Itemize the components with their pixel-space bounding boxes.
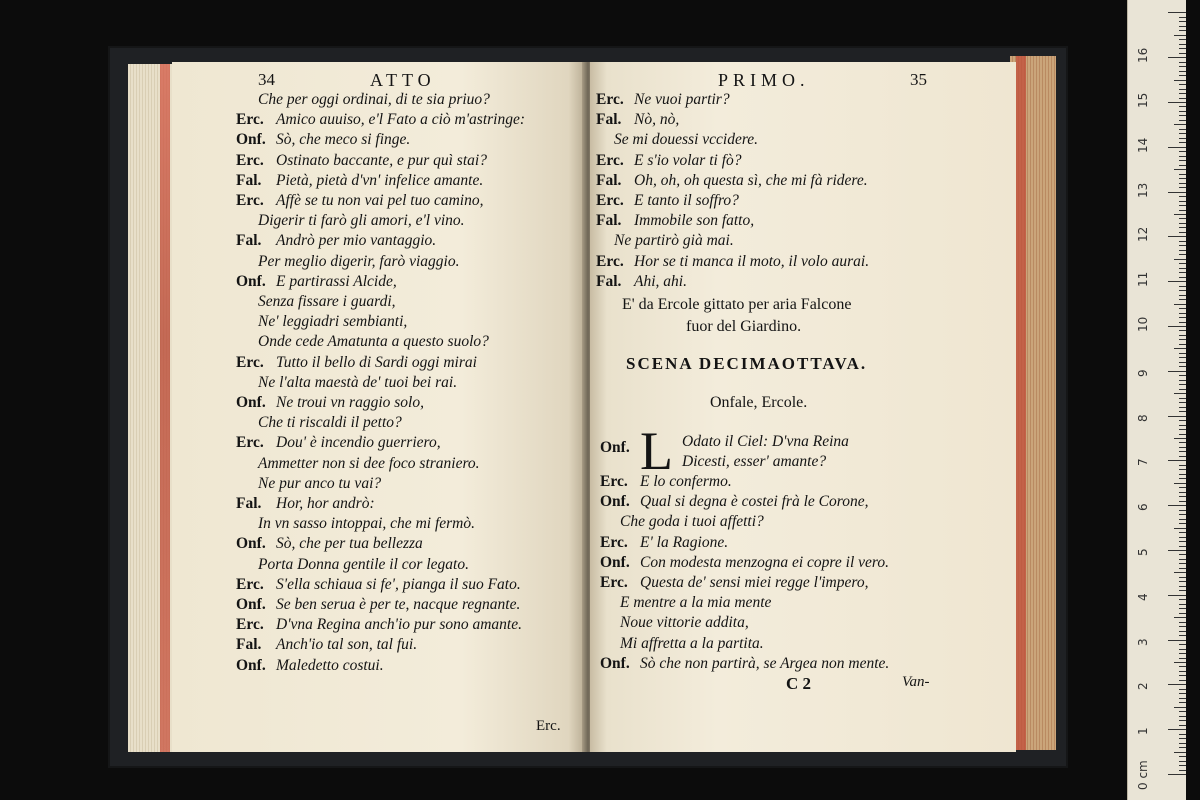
ruler-tick [1179,590,1186,591]
ruler-tick [1179,39,1186,40]
ruler-tick [1168,326,1186,327]
verse-line: Tutto il bello di Sardi oggi mirai [276,353,477,371]
ruler-tick [1179,743,1186,744]
verse-line: Hor, hor andrò: [276,495,375,512]
ruler-tick [1179,66,1186,67]
speaker-label: Erc. [236,616,264,634]
ruler-tick [1179,290,1186,291]
ruler-tick [1168,729,1186,730]
speaker-label: Fal. [596,212,622,230]
speaker-label: Erc. [236,434,264,452]
speaker-label: Onf. [236,131,266,149]
verse-line: Se ben serua è per te, nacque regnante. [276,596,521,613]
right-catchword: Van- [902,674,930,690]
ruler-tick [1179,380,1186,381]
speaker-label: Fal. [596,272,622,290]
verse-line: Senza fissare i guardi, [258,293,396,310]
ruler-tick [1179,671,1186,672]
ruler-tick [1179,241,1186,242]
speaker-label: Erc. [236,353,264,371]
ruler-tick [1179,478,1186,479]
ruler-tick [1168,192,1186,193]
ruler-tick [1179,658,1186,659]
speaker-label: Fal. [236,636,262,654]
verse-line: E' la Ragione. [640,533,729,551]
first-line-1: Odato il Ciel: D'vna Reina [682,433,849,450]
ruler-number: 3 [1136,637,1150,646]
ruler-tick [1179,447,1186,448]
signature-mark: C 2 [786,674,812,693]
ruler-tick [1179,165,1186,166]
ruler-tick [1179,75,1186,76]
ruler-tick [1179,133,1186,134]
ruler-tick [1179,675,1186,676]
ruler-tick [1179,554,1186,555]
verse-line: E tanto il soffro? [634,192,739,209]
verse-line: Anch'io tal son, tal fui. [276,636,418,654]
ruler-tick [1179,375,1186,376]
speaker-label: Erc. [236,151,264,169]
ruler-tick [1174,707,1186,708]
verse-line: Ne vuoi partir? [634,91,730,108]
verse-line: Andrò per mio vantaggio. [276,232,437,250]
verse-line: Noue vittorie addita, [620,614,749,632]
ruler-tick [1179,604,1186,605]
ruler-tick [1179,622,1186,623]
ruler-tick [1174,124,1186,125]
ruler-tick [1179,510,1186,511]
ruler-tick [1179,295,1186,296]
ruler-tick [1168,595,1186,596]
speaker-label: Onf. [236,394,266,411]
ruler-tick [1179,344,1186,345]
ruler-tick [1179,196,1186,197]
ruler-tick [1179,53,1186,54]
ruler-tick [1168,12,1186,13]
ruler-tick [1179,286,1186,287]
ruler-tick [1179,218,1186,219]
ruler-tick [1179,644,1186,645]
ruler-tick [1179,411,1186,412]
verse-line: Con modesta menzogna ei copre il vero. [640,553,889,571]
verse-line: Sò, che meco si finge. [276,131,411,149]
ruler-tick [1179,389,1186,390]
ruler-tick [1179,330,1186,331]
ruler-tick [1179,138,1186,139]
ruler-tick [1174,393,1186,394]
ruler-tick [1179,407,1186,408]
ruler-tick [1179,626,1186,627]
ruler-unit-label: 0 cm [1136,760,1150,790]
stage-direction-line-2: fuor del Giardino. [686,318,802,335]
ruler-tick [1179,698,1186,699]
ruler-tick [1179,761,1186,762]
ruler-tick [1179,577,1186,578]
ruler-tick [1179,366,1186,367]
ruler-tick [1179,178,1186,179]
ruler-tick [1179,635,1186,636]
verse-line: Per meglio digerir, farò viaggio. [258,252,460,270]
ruler-tick [1174,214,1186,215]
ruler-tick [1168,505,1186,506]
speaker-label: Fal. [236,171,262,189]
ruler-tick [1174,259,1186,260]
ruler-tick [1179,210,1186,211]
ruler-tick [1179,129,1186,130]
ruler-tick [1179,84,1186,85]
ruler-tick [1179,653,1186,654]
ruler-tick [1179,720,1186,721]
ruler-tick [1179,183,1186,184]
ruler-tick [1179,272,1186,273]
left-fore-edge [128,64,176,752]
verse-line: Mi affretta a la partita. [620,634,764,652]
ruler-tick [1179,469,1186,470]
ruler-tick [1168,236,1186,237]
speaker-label: Erc. [236,111,264,129]
ruler-tick [1168,684,1186,685]
ruler-number: 16 [1136,47,1150,64]
ruler-tick [1168,371,1186,372]
ruler-tick [1179,384,1186,385]
verse-line: Ostinato baccante, e pur quì stai? [276,151,487,169]
speaker-label: Onf. [236,596,266,613]
ruler-tick [1179,106,1186,107]
speaker-label: Erc. [596,192,624,209]
ruler-tick [1179,702,1186,703]
ruler-tick [1179,313,1186,314]
verse-line: Dou' è incendio guerriero, [276,434,441,452]
ruler-tick [1179,30,1186,31]
ruler-tick [1174,80,1186,81]
ruler-tick [1179,317,1186,318]
ruler-number: 5 [1136,548,1150,556]
ruler-tick [1179,487,1186,488]
right-fore-edge [1010,56,1056,750]
ruler-tick [1174,572,1186,573]
verse-line: Nò, nò, [634,111,680,129]
verse-line: Qual si degna è costei frà le Corone, [640,493,869,511]
speaker-label: Onf. [600,493,630,511]
ruler-tick [1179,205,1186,206]
ruler-tick [1174,35,1186,36]
ruler-tick [1168,640,1186,641]
speaker-label: Onf. [600,553,630,571]
ruler-tick [1179,519,1186,520]
ruler-tick [1179,268,1186,269]
ruler-tick [1179,89,1186,90]
ruler-tick [1174,348,1186,349]
ruler-tick [1179,353,1186,354]
ruler-tick [1174,528,1186,529]
verse-line: Maledetto costui. [276,656,384,674]
right-running-head: PRIMO. [718,70,810,90]
ruler-tick [1179,442,1186,443]
ruler-tick [1179,738,1186,739]
speaker-label: Fal. [236,232,262,250]
ruler-number: 15 [1136,92,1150,108]
verse-line: D'vna Regina anch'io pur sono amante. [276,616,522,634]
ruler-tick [1179,420,1186,421]
ruler-tick [1179,716,1186,717]
ruler-tick [1174,483,1186,484]
verse-line: S'ella schiaua si fe', pianga il suo Fato. [276,575,521,593]
ruler-tick [1174,617,1186,618]
ruler-tick [1179,451,1186,452]
ruler-tick [1179,537,1186,538]
ruler-tick [1179,308,1186,309]
speaker-label: Fal. [236,495,262,512]
ruler-tick [1168,460,1186,461]
speaker-label: Erc. [600,473,628,490]
verse-line: Ahi, ahi. [634,272,687,290]
left-page [172,62,585,752]
ruler-tick [1179,689,1186,690]
ruler-number: 9 [1136,369,1150,377]
speaker-label: Onf. [236,272,266,290]
ruler-tick [1179,17,1186,18]
ruler-tick [1179,747,1186,748]
ruler-number: 6 [1136,503,1150,512]
ruler-tick [1174,438,1186,439]
ruler-tick [1179,725,1186,726]
verse-line: Digerir ti farò gli amori, e'l vino. [258,212,465,230]
ruler-tick [1179,98,1186,99]
ruler-tick [1179,568,1186,569]
ruler-tick [1179,227,1186,228]
ruler-tick [1179,44,1186,45]
speaker-label: Erc. [236,575,264,593]
left-running-head: ATTO [370,70,436,90]
ruler-tick [1168,774,1186,775]
ruler-tick [1179,250,1186,251]
ruler-tick [1179,559,1186,560]
right-page [590,62,1016,752]
ruler-tick [1179,734,1186,735]
verse-line: Ne' leggiadri sembianti, [258,313,408,331]
ruler-tick [1179,245,1186,246]
ruler-tick [1179,711,1186,712]
ruler-number: 11 [1136,271,1150,288]
verse-line: Che per oggi ordinai, di te sia priuo? [258,91,490,108]
ruler-number: 7 [1136,458,1150,467]
ruler-tick [1179,492,1186,493]
left-catchword: Erc. [536,718,561,734]
ruler-tick [1179,770,1186,771]
ruler-tick [1179,613,1186,614]
ruler-tick [1179,142,1186,143]
ruler-tick [1179,649,1186,650]
ruler-tick [1179,335,1186,336]
ruler-tick [1179,26,1186,27]
ruler-tick [1179,160,1186,161]
ruler-tick [1179,277,1186,278]
ruler-tick [1179,21,1186,22]
speaker-label: Onf. [236,656,266,674]
ruler-tick [1168,57,1186,58]
speaker-label: Fal. [596,171,622,189]
ruler-tick [1179,93,1186,94]
ruler-number: 12 [1136,227,1150,243]
ruler-tick [1179,201,1186,202]
verse-line: Ne l'alta maestà de' tuoi bei rai. [258,373,458,391]
ruler-tick [1179,501,1186,502]
verse-line: E mentre a la mia mente [620,594,772,612]
verse-line: E lo confermo. [640,473,732,490]
ruler-tick [1179,599,1186,600]
ruler-tick [1179,756,1186,757]
ruler-number: 8 [1136,413,1150,422]
ruler-tick [1179,402,1186,403]
ruler-tick [1168,147,1186,148]
verse-line: E partirassi Alcide, [276,272,397,290]
verse-line: Questa de' sensi miei regge l'impero, [640,574,869,591]
speaker-label: Erc. [600,533,628,551]
ruler-tick [1179,187,1186,188]
speaker-label: Erc. [596,91,624,108]
verse-line: Ne troui vn raggio solo, [276,394,424,411]
ruler-tick [1179,254,1186,255]
ruler-tick [1179,456,1186,457]
verse-line: Ne pur anco tu vai? [258,474,382,492]
speaker-label: Fal. [596,111,622,129]
ruler-tick [1179,429,1186,430]
ruler-tick [1179,474,1186,475]
verse-line: Onde cede Amatunta a questo suolo? [258,333,489,351]
ruler-tick [1179,581,1186,582]
verse-line: Affè se tu non vai pel tuo camino, [276,192,484,209]
ruler-number: 2 [1136,682,1150,691]
ruler-tick [1174,662,1186,663]
ruler-tick [1179,523,1186,524]
verse-line: E s'io volar ti fò? [634,151,742,169]
ruler-tick [1168,281,1186,282]
verse-line: In vn sasso intoppai, che mi fermò. [258,515,475,533]
verse-line: Pietà, pietà d'vn' infelice amante. [276,171,484,189]
ruler-number: 1 [1136,727,1150,736]
speaker-label: Erc. [236,192,264,209]
ruler-tick [1174,752,1186,753]
speaker-label: Erc. [596,252,624,270]
ruler-tick [1179,434,1186,435]
scene-title: SCENA DECIMAOTTAVA. [626,354,868,373]
verse-line: Che goda i tuoi affetti? [620,513,764,531]
ruler-tick [1179,631,1186,632]
ruler-tick [1179,362,1186,363]
ruler-tick [1179,608,1186,609]
ruler-tick [1179,115,1186,116]
left-page-number: 34 [258,70,275,89]
ruler-tick [1179,62,1186,63]
verse-line: Porta Donna gentile il cor legato. [258,555,469,573]
scene-persons: Onfale, Ercole. [710,394,808,411]
ruler-tick [1179,223,1186,224]
speaker-label: Onf. [600,654,630,672]
speaker-label: Erc. [600,574,628,591]
ruler-tick [1179,398,1186,399]
right-page-number: 35 [910,70,927,89]
ruler-tick [1179,111,1186,112]
ruler-tick [1179,339,1186,340]
ruler-tick [1179,232,1186,233]
ruler-tick [1179,174,1186,175]
verse-line: Ne partirò già mai. [614,232,734,250]
ruler-tick [1179,425,1186,426]
ruler-tick [1179,465,1186,466]
verse-line: Se mi douessi vccidere. [614,131,759,149]
ruler-tick [1179,151,1186,152]
ruler-tick [1179,71,1186,72]
ruler-tick [1179,48,1186,49]
ruler-number: 13 [1136,182,1150,198]
ruler-tick [1179,546,1186,547]
ruler-tick [1179,263,1186,264]
ruler-tick [1179,693,1186,694]
ruler-tick [1168,416,1186,417]
ruler-tick [1179,357,1186,358]
ruler-tick [1179,299,1186,300]
verse-line: Oh, oh, oh questa sì, che mi fà ridere. [634,171,868,189]
ruler-tick [1179,541,1186,542]
ruler-tick [1179,563,1186,564]
ruler-tick [1168,550,1186,551]
ruler-number: 10 [1136,316,1150,332]
verse-line: Sò, che per tua bellezza [276,535,423,553]
ruler-tick [1179,496,1186,497]
ruler-tick [1179,514,1186,515]
ruler-tick [1179,532,1186,533]
first-line-2: Dicesti, esser' amante? [682,453,827,470]
ruler-tick [1179,666,1186,667]
speaker-label: Onf. [236,535,266,553]
ruler-tick [1179,680,1186,681]
verse-line: Hor se ti manca il moto, il volo aurai. [634,252,870,270]
ruler-tick [1174,304,1186,305]
verse-line: Amico auuiso, e'l Fato a ciò m'astringe: [276,111,525,129]
verse-line: Immobile son fatto, [634,212,755,230]
ruler-tick [1179,322,1186,323]
ruler-tick [1179,765,1186,766]
ruler-tick [1179,120,1186,121]
ruler-number: 4 [1136,593,1150,601]
ruler-number: 14 [1136,137,1150,153]
speaker-label: Erc. [596,151,624,169]
verse-line: Ammetter non si dee foco straniero. [258,454,480,472]
stage-direction-line-1: E' da Ercole gittato per aria Falcone [622,296,852,313]
measuring-ruler [1127,0,1186,800]
first-speaker: Onf. [600,439,630,456]
ruler-tick [1179,156,1186,157]
verse-line: Sò che non partirà, se Argea non mente. [640,654,890,672]
ruler-tick [1179,586,1186,587]
drop-cap: L [640,421,673,481]
ruler-tick [1174,169,1186,170]
ruler-tick [1168,102,1186,103]
verse-line: Che ti riscaldi il petto? [258,414,402,432]
